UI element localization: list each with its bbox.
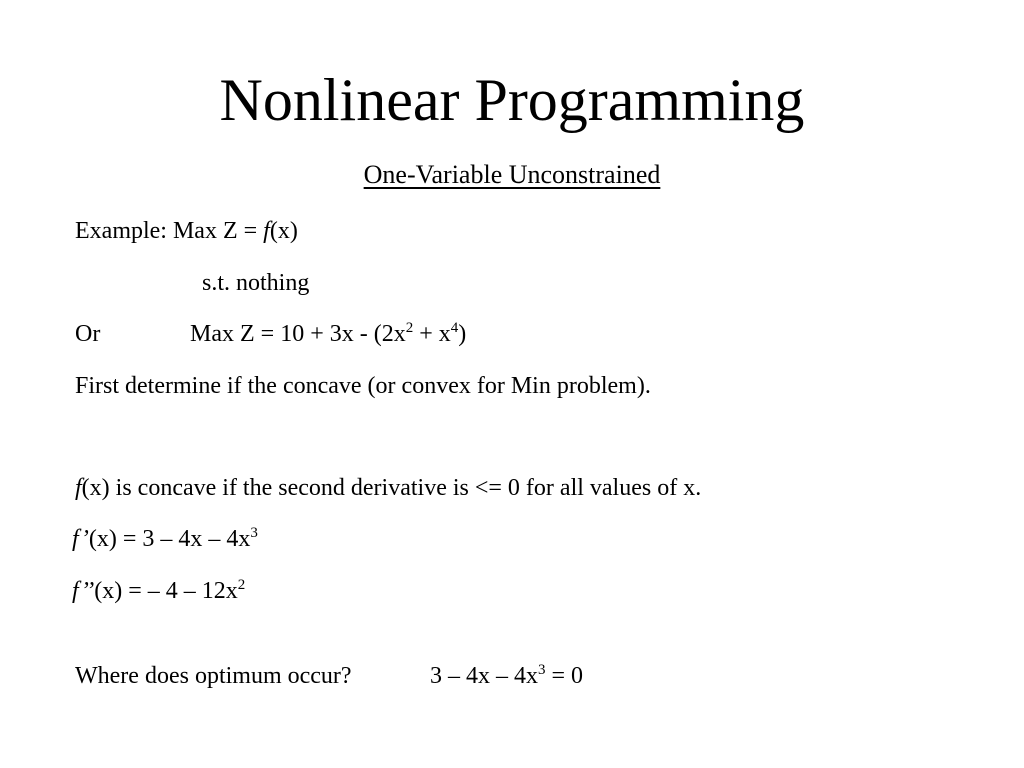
example-line: [75, 216, 298, 246]
second-derivative-text: (x) = – 4 – 12x: [94, 578, 238, 604]
second-derivative-symbol: f’’: [72, 578, 95, 604]
first-derivative-exponent: 3: [250, 525, 258, 541]
first-derivative-symbol: f’: [72, 526, 89, 552]
optimum-equation: [430, 661, 583, 691]
concave-function-f: f: [75, 475, 82, 501]
subject-to-line: s.t. nothing: [202, 270, 310, 296]
objective-text-b: + x: [413, 321, 451, 347]
concave-condition-line: [75, 473, 701, 503]
example-function-arg: (x): [269, 218, 298, 244]
optimum-question: Where does optimum occur?: [75, 663, 352, 689]
optimum-equation-b: = 0: [545, 663, 584, 689]
objective-text-a: Max Z = 10 + 3x - (2x: [190, 321, 406, 347]
objective-function: [190, 319, 466, 349]
subtitle-text: One-Variable Unconstrained: [363, 160, 661, 189]
objective-text-c: ): [458, 321, 467, 347]
slide-subtitle: [0, 158, 1024, 192]
example-function-f: f: [263, 218, 270, 244]
example-prefix: Example: Max Z =: [75, 218, 264, 244]
first-derivative-line: [72, 524, 258, 554]
second-derivative-exponent: 2: [237, 577, 246, 593]
optimum-equation-exponent: 3: [538, 662, 546, 678]
slide-title: Nonlinear Programming: [219, 67, 805, 133]
objective-exponent-2: 4: [450, 320, 459, 336]
first-determine-line: First determine if the concave (or convex for Min problem).: [75, 373, 651, 399]
first-derivative-text: (x) = 3 – 4x – 4x: [88, 526, 251, 552]
or-label: Or: [75, 321, 101, 347]
concave-condition-text: (x) is concave if the second derivative is <= 0 for all values of x.: [81, 475, 702, 501]
second-derivative-line: [72, 576, 245, 606]
objective-exponent-1: 2: [405, 320, 414, 336]
optimum-equation-a: 3 – 4x – 4x: [430, 663, 538, 689]
